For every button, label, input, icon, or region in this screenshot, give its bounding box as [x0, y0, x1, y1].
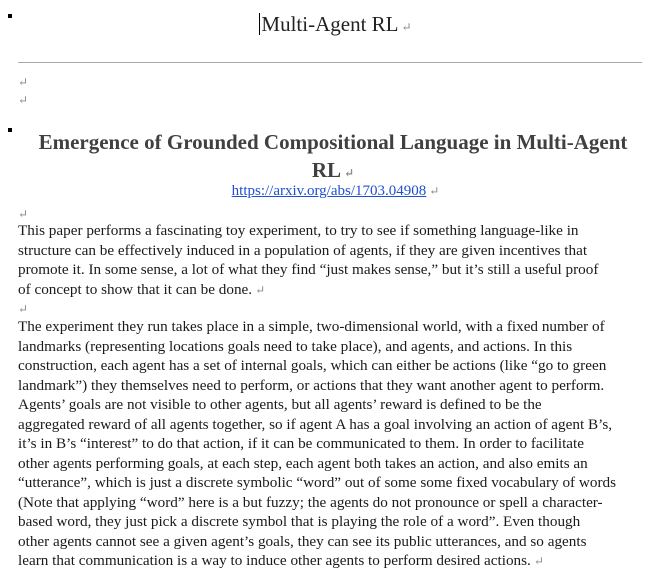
body-paragraph — [18, 317, 650, 572]
header-divider — [18, 62, 642, 63]
paper-title-text[interactable]: Emergence of Grounded Compositional Language in Multi-Agent RL — [38, 130, 628, 182]
empty-paragraph-mark-icon: ↵ — [18, 93, 29, 107]
paper-title — [18, 128, 648, 187]
paragraph-text[interactable]: The experiment they run takes place in a simple, two-dimensional world, with a fixed number of landmarks (representing locations goals need to take place), and agents, and actions. In this construction, each agent has a set of internal goals, which can either be actions (like “go to green landmark”) they themselves need to perform, or actions that they want another agent to perform. Agents’ goals are not visible to other agents, but all agents’ reward is defined to be the aggregated reward of all agents together, so if agent A has a goal involving an action of agent B’s, it’s in B’s “interest” to do that action, if it can be communicated to them. In order to facilitate other agents performing goals, at each step, each agent both takes an action, and also emits an “utterance”, which is just a discrete symbolic “word” out of some some fixed vocabulary of words (Note that applying “word” here is a but fuzzy; the agents do not pronounce or spell a character- based word, they just pick a discrete symbol that is playing the role of a word”. Even though other agents cannot see a given agent’s goals, they can see its public utterances, and so agents learn that communication is a way to induce other agents to perform desired actions. — [18, 318, 617, 569]
header-title-text[interactable]: Multi-Agent RL — [261, 12, 399, 36]
paragraph-mark-icon: ↵ — [344, 166, 355, 180]
empty-paragraph-mark-icon: ↵ — [18, 75, 29, 89]
paragraph-mark-bullet — [8, 128, 12, 132]
paragraph-mark-icon: ↵ — [255, 282, 266, 297]
document-header — [0, 12, 671, 37]
paragraph-text[interactable]: This paper performs a fascinating toy experiment, to try to see if something language-like in structure can be effectively induced in a population of agents, if they are given incentives that promote it. In some sense, a lot of what they find “just makes sense,” but it’s still a useful proof of concept to show that it can be done. — [18, 222, 599, 298]
paragraph-mark-icon: ↵ — [401, 20, 412, 34]
empty-paragraph-mark-icon: ↵ — [18, 302, 29, 316]
body-paragraph — [18, 221, 650, 300]
paper-link[interactable]: https://arxiv.org/abs/1703.04908 — [231, 183, 427, 199]
paragraph-mark-icon: ↵ — [533, 554, 544, 568]
paper-link-line — [0, 183, 671, 200]
paragraph-mark-icon: ↵ — [429, 184, 440, 198]
empty-paragraph-mark-icon: ↵ — [18, 207, 29, 221]
